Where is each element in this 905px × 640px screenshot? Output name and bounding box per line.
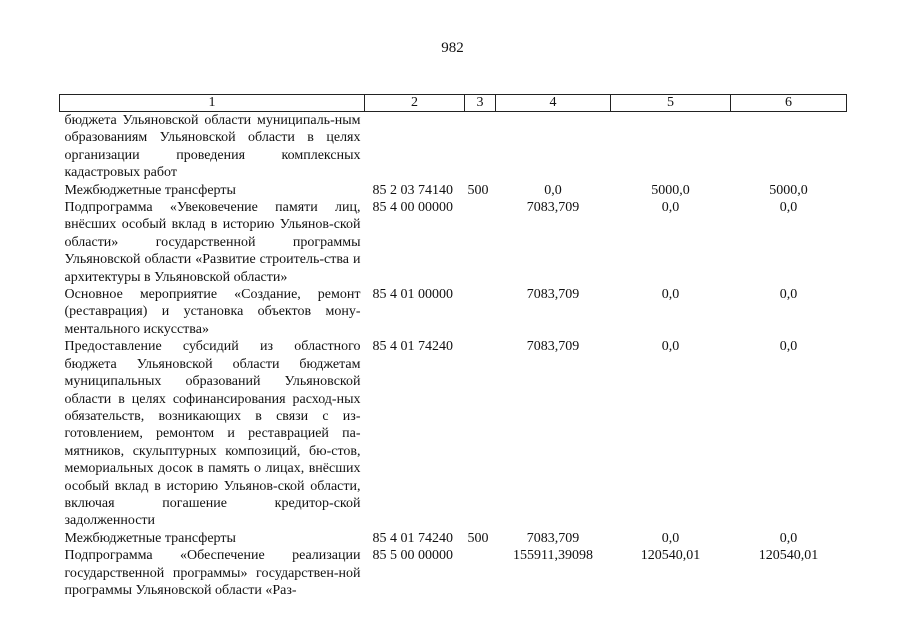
- row-name: Подпрограмма «Обеспечение реализации государственной программы» государствен-ной программы Ульяновской области «Раз-: [64, 548, 361, 598]
- row-type: [465, 286, 496, 338]
- row-value-col6: 5000,0: [769, 182, 808, 198]
- column-header-3: 3: [465, 95, 496, 112]
- row-value-col4: 7083,709: [526, 287, 580, 303]
- row-value-col5: [611, 112, 731, 182]
- row-type: [465, 338, 496, 529]
- row-code: 85 5 00 00000: [372, 548, 453, 564]
- budget-table: [59, 94, 847, 599]
- row-value-col5: 0,0: [661, 200, 680, 216]
- row-value-col5: 5000,0: [651, 182, 690, 198]
- table-row: [60, 182, 847, 199]
- page-number: 982: [441, 40, 464, 56]
- row-type: [465, 112, 496, 182]
- row-name: Межбюджетные трансферты: [64, 182, 236, 198]
- column-header-2: 2: [365, 95, 465, 112]
- table-row: [60, 547, 847, 599]
- row-value-col5: 0,0: [661, 530, 680, 546]
- row-code: 85 4 01 74240: [372, 530, 453, 546]
- row-name: Подпрограмма «Увековечение памяти лиц, внёсших особый вклад в историю Ульянов-ской области» государственной программы Ульяновской области «Развитие строитель-ства и архитектуры в Ульяновской области»: [64, 200, 361, 285]
- row-code: [365, 112, 465, 182]
- column-header-4: 4: [496, 95, 611, 112]
- row-value-col6: [731, 112, 847, 182]
- row-value-col5: 120540,01: [640, 548, 701, 564]
- row-value-col6: 0,0: [779, 287, 798, 303]
- row-value-col6: 120540,01: [758, 548, 819, 564]
- row-type: 500: [467, 530, 489, 546]
- row-name: Предоставление субсидий из областного бюджета Ульяновской области бюджетам муниципальных образований Ульяновской области в целях софинансирования расход-ных обязательств, возникающих в связи с из-готовлением, ремонтом и реставрацией па-мятников, скульптурных композиций, бю-стов, мемориальных досок в память о лицах, внёсших особый вклад в историю Ульянов-ской области, включая погашение кредитор-ской задолженности: [64, 339, 361, 529]
- row-value-col4: 7083,709: [526, 339, 580, 355]
- row-code: 85 2 03 74140: [372, 182, 453, 198]
- row-type: [465, 199, 496, 286]
- row-value-col4: [496, 112, 611, 182]
- table-row: [60, 199, 847, 286]
- table-row: [60, 530, 847, 547]
- row-value-col4: 7083,709: [526, 530, 580, 546]
- row-value-col6: 0,0: [779, 200, 798, 216]
- row-value-col4: 0,0: [544, 182, 562, 198]
- column-header-6: 6: [731, 95, 847, 112]
- row-value-col4: 155911,39098: [513, 548, 593, 564]
- column-header-5: 5: [611, 95, 731, 112]
- table-row: [60, 338, 847, 529]
- row-code: 85 4 01 74240: [372, 339, 453, 355]
- table-row: [60, 112, 847, 182]
- row-value-col5: 0,0: [661, 339, 680, 355]
- row-code: 85 4 00 00000: [372, 200, 453, 216]
- column-header-1: 1: [60, 95, 365, 112]
- row-code: 85 4 01 00000: [372, 287, 453, 303]
- row-type: [465, 547, 496, 599]
- table-header-row: [60, 95, 847, 112]
- row-type: 500: [467, 182, 489, 198]
- row-name: Межбюджетные трансферты: [64, 530, 236, 546]
- row-value-col4: 7083,709: [526, 200, 580, 216]
- table-row: [60, 286, 847, 338]
- row-name: бюджета Ульяновской области муниципаль-ным образованиям Ульяновской области в целях организации проведения комплексных кадастровых работ: [64, 113, 361, 181]
- row-name: Основное мероприятие «Создание, ремонт (реставрация) и установка объектов мону-ментального искусства»: [64, 287, 361, 337]
- row-value-col5: 0,0: [661, 287, 680, 303]
- row-value-col6: 0,0: [779, 530, 798, 546]
- row-value-col6: 0,0: [779, 339, 798, 355]
